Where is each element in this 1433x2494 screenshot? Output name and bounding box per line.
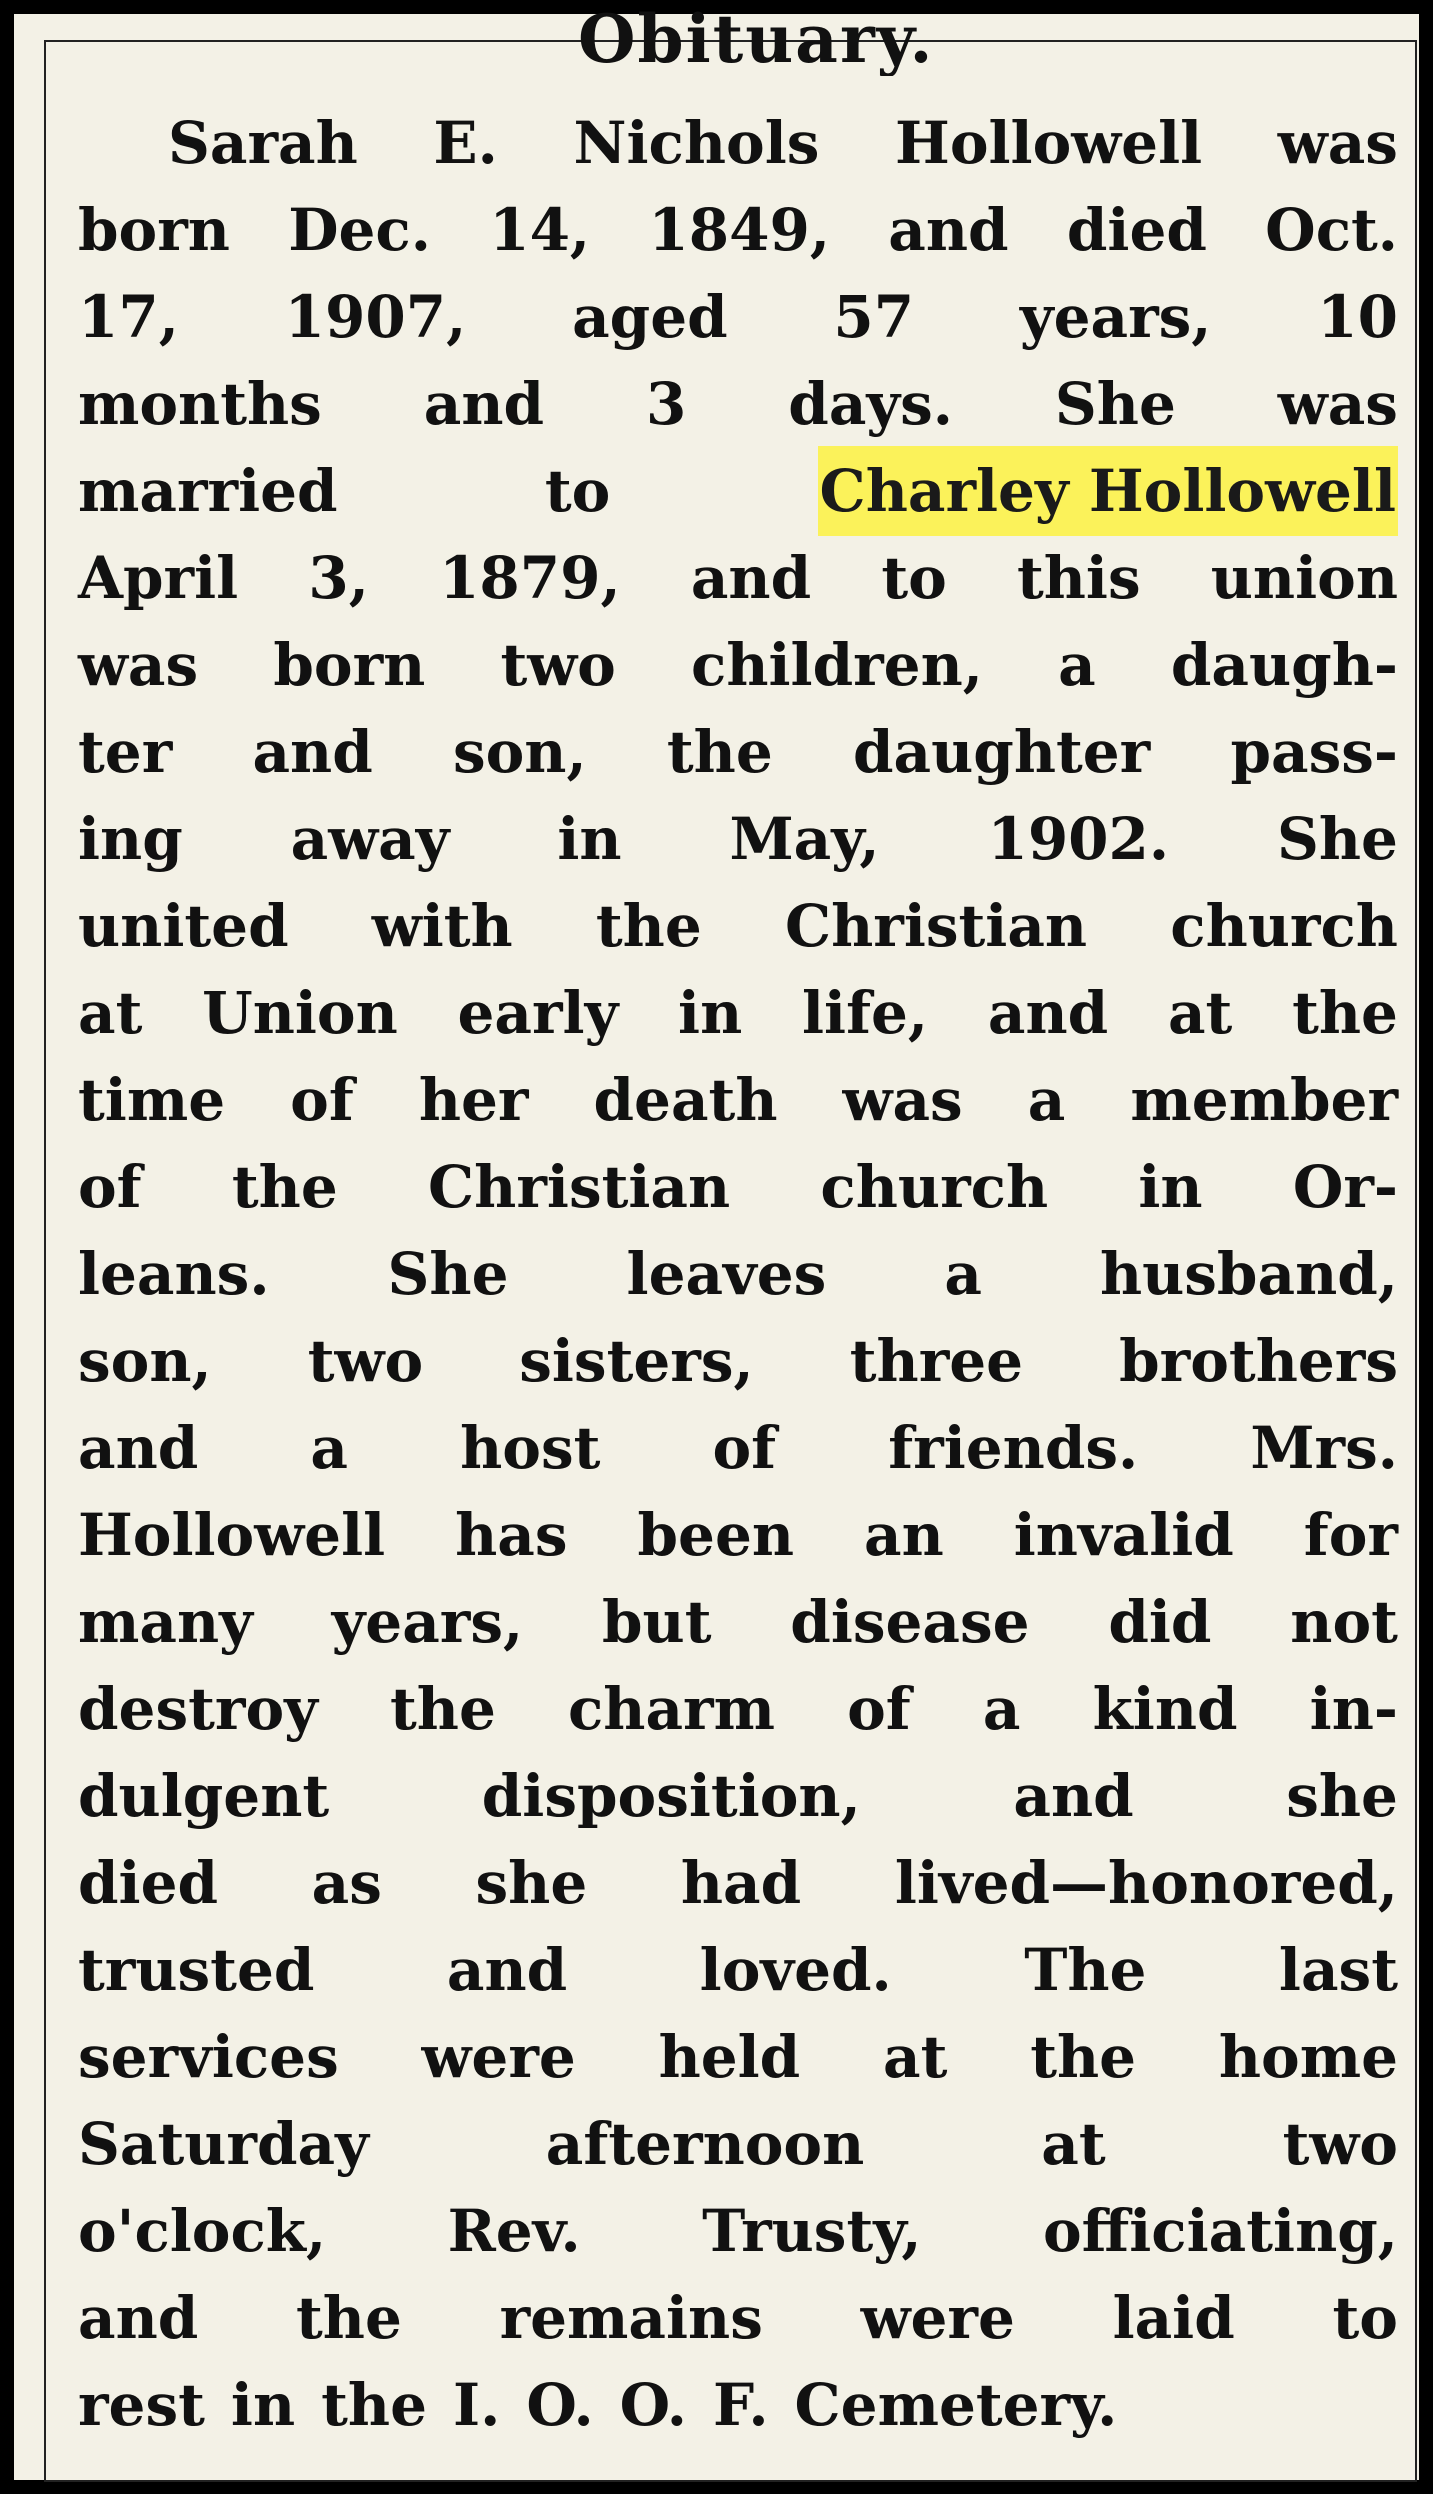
text-line (78, 1490, 1398, 1580)
text-line (78, 185, 1398, 275)
word: this (1016, 544, 1141, 612)
word: many (78, 1588, 253, 1656)
word: the (1030, 2023, 1137, 2091)
word: 3, (308, 544, 369, 612)
word: to (544, 457, 611, 525)
word: at (883, 2023, 948, 2091)
word: trusted (78, 1936, 315, 2004)
word: O. (619, 2371, 687, 2439)
word: disease (790, 1588, 1030, 1656)
word: ter (78, 718, 173, 786)
word: for (1303, 1501, 1398, 1569)
word: host (460, 1414, 601, 1482)
word: O. (526, 2371, 594, 2439)
text-line (78, 2186, 1398, 2276)
word: was (842, 1066, 963, 1134)
word: She (387, 1240, 509, 1308)
word: and (987, 979, 1109, 1047)
word: her (418, 1066, 529, 1134)
text-line (78, 1664, 1398, 1754)
text-line (78, 968, 1398, 1058)
word: at (1167, 979, 1233, 1047)
word: Or- (1292, 1153, 1398, 1221)
word: disposition, (481, 1762, 861, 1830)
word: in (230, 2371, 296, 2439)
word: church (820, 1153, 1049, 1221)
text-line (78, 359, 1398, 449)
word: and (78, 2284, 199, 2352)
word: daughter (852, 718, 1151, 786)
word: Dec. (288, 196, 431, 264)
word: 10 (1317, 283, 1398, 351)
word: Saturday (78, 2110, 369, 2178)
word: and (1013, 1762, 1134, 1830)
word: away (290, 805, 450, 873)
word: a (982, 1675, 1021, 1743)
word: in- (1309, 1675, 1398, 1743)
word: years, (331, 1588, 524, 1656)
word: Nichols (573, 109, 820, 177)
word: in (1138, 1153, 1203, 1221)
word: was (1277, 109, 1398, 177)
word: were (421, 2023, 576, 2091)
word: did (1108, 1588, 1212, 1656)
word: and (446, 1936, 568, 2004)
word: She (1054, 370, 1176, 438)
word: years, (1019, 283, 1212, 351)
word: 3 (646, 370, 687, 438)
word: early (457, 979, 619, 1047)
highlighted-name: Charley Hollowell (818, 446, 1398, 536)
word: son, (78, 1327, 212, 1395)
word: kind (1092, 1675, 1238, 1743)
word: she (475, 1849, 588, 1917)
word: two (1282, 2110, 1398, 2178)
word: the (231, 1153, 338, 1221)
word: May, (729, 805, 880, 873)
word: rest (78, 2371, 205, 2439)
word: months (78, 370, 322, 438)
word: was (78, 631, 199, 699)
word: invalid (1013, 1501, 1234, 1569)
word: 57 (833, 283, 915, 351)
text-line (78, 1316, 1398, 1406)
word: but (601, 1588, 712, 1656)
word: of (78, 1153, 142, 1221)
text-line (78, 272, 1398, 362)
word: at (78, 979, 143, 1047)
word: Oct. (1265, 196, 1398, 264)
word: two (500, 631, 616, 699)
word: Hollowell (895, 109, 1203, 177)
word: 17, (78, 283, 179, 351)
word: Trusty, (702, 2197, 922, 2265)
word: daugh- (1170, 631, 1398, 699)
word: in (678, 979, 743, 1047)
word: held (658, 2023, 801, 2091)
word: the (321, 2371, 427, 2439)
text-line (78, 707, 1398, 797)
word: Christian (428, 1153, 731, 1221)
word: friends. (888, 1414, 1139, 1482)
word: The (1024, 1936, 1147, 2004)
word: afternoon (545, 2110, 865, 2178)
word: born (273, 631, 426, 699)
word: time (78, 1066, 226, 1134)
word: E. (433, 109, 498, 177)
word: I. (452, 2371, 501, 2439)
word: a (944, 1240, 982, 1308)
word: destroy (78, 1675, 318, 1743)
text-line (78, 620, 1398, 710)
word: and (78, 1414, 199, 1482)
word: days. (788, 370, 953, 438)
word: died (78, 1849, 219, 1917)
word: united (78, 892, 289, 960)
word: leans. (78, 1240, 270, 1308)
text-line (78, 1925, 1398, 2015)
article-heading: Obituary. (578, 6, 935, 76)
text-line (78, 2273, 1398, 2363)
word: union (1210, 544, 1398, 612)
word: the (666, 718, 773, 786)
word: she (1286, 1762, 1398, 1830)
word: She (1276, 805, 1398, 873)
text-line (78, 1577, 1398, 1667)
word: was (1277, 370, 1398, 438)
word: last (1278, 1936, 1398, 2004)
word: three (849, 1327, 1024, 1395)
word: not (1290, 1588, 1398, 1656)
word: to (1332, 2284, 1398, 2352)
word: with (371, 892, 513, 960)
text-line (78, 1838, 1398, 1928)
word: laid (1112, 2284, 1235, 2352)
word: F. (712, 2371, 769, 2439)
text-line (78, 1229, 1398, 1319)
word: charm (567, 1675, 775, 1743)
word: the (389, 1675, 496, 1743)
word: services (78, 2023, 339, 2091)
word: Mrs. (1250, 1414, 1398, 1482)
word: Hollowell (78, 1501, 386, 1569)
word: son, (452, 718, 587, 786)
text-line (78, 1403, 1398, 1493)
word: member (1130, 1066, 1398, 1134)
word: officiating, (1042, 2197, 1398, 2265)
word: o'clock, (78, 2197, 327, 2265)
word: were (860, 2284, 1015, 2352)
word: has (455, 1501, 568, 1569)
word: of (290, 1066, 354, 1134)
text-line (78, 1751, 1398, 1841)
word: 1849, (648, 196, 831, 264)
word: Sarah (168, 109, 358, 177)
word: life, (802, 979, 929, 1047)
word: children, (691, 631, 983, 699)
word: in (557, 805, 622, 873)
text-line (78, 881, 1398, 971)
word: leaves (626, 1240, 827, 1308)
text-line (78, 2360, 1398, 2450)
word: had (680, 1849, 802, 1917)
word: to (881, 544, 947, 612)
word: dulgent (78, 1762, 330, 1830)
word: lived—honored, (894, 1849, 1398, 1917)
text-line (78, 446, 1398, 536)
word: loved. (699, 1936, 892, 2004)
word: a (310, 1414, 348, 1482)
text-line (78, 1055, 1398, 1145)
word: church (1170, 892, 1398, 960)
word: 1902. (987, 805, 1170, 873)
word: the (1292, 979, 1398, 1047)
word: sisters, (519, 1327, 754, 1395)
word: husband, (1099, 1240, 1398, 1308)
word: as (311, 1849, 382, 1917)
word: died (1066, 196, 1207, 264)
text-line (78, 1142, 1398, 1232)
word: Christian (784, 892, 1088, 960)
word: ing (78, 805, 183, 873)
word: two (307, 1327, 424, 1395)
word: April (78, 544, 239, 612)
word: an (863, 1501, 944, 1569)
word: and (252, 718, 373, 786)
word: the (595, 892, 702, 960)
text-line (78, 98, 1398, 188)
word: been (637, 1501, 795, 1569)
word: 1879, (439, 544, 621, 612)
text-line (78, 2099, 1398, 2189)
word: the (296, 2284, 402, 2352)
word: 1907, (284, 283, 467, 351)
word: 14, (489, 196, 591, 264)
word: and (888, 196, 1009, 264)
word: of (847, 1675, 911, 1743)
text-line (78, 533, 1398, 623)
word: at (1041, 2110, 1106, 2178)
text-line (78, 2012, 1398, 2102)
newspaper-clipping (58, 6, 1433, 2488)
word: married (78, 457, 338, 525)
word: Cemetery. (794, 2371, 1118, 2439)
word: and (423, 370, 545, 438)
word: brothers (1119, 1327, 1398, 1395)
word: Rev. (447, 2197, 581, 2265)
word: death (593, 1066, 778, 1134)
word: and (690, 544, 812, 612)
word: Union (202, 979, 398, 1047)
word: aged (572, 283, 728, 351)
word: a (1027, 1066, 1066, 1134)
word: home (1218, 2023, 1398, 2091)
word: remains (499, 2284, 763, 2352)
text-line (78, 794, 1398, 884)
word: pass- (1230, 718, 1398, 786)
word: born (78, 196, 230, 264)
word: of (712, 1414, 777, 1482)
word: a (1058, 631, 1096, 699)
